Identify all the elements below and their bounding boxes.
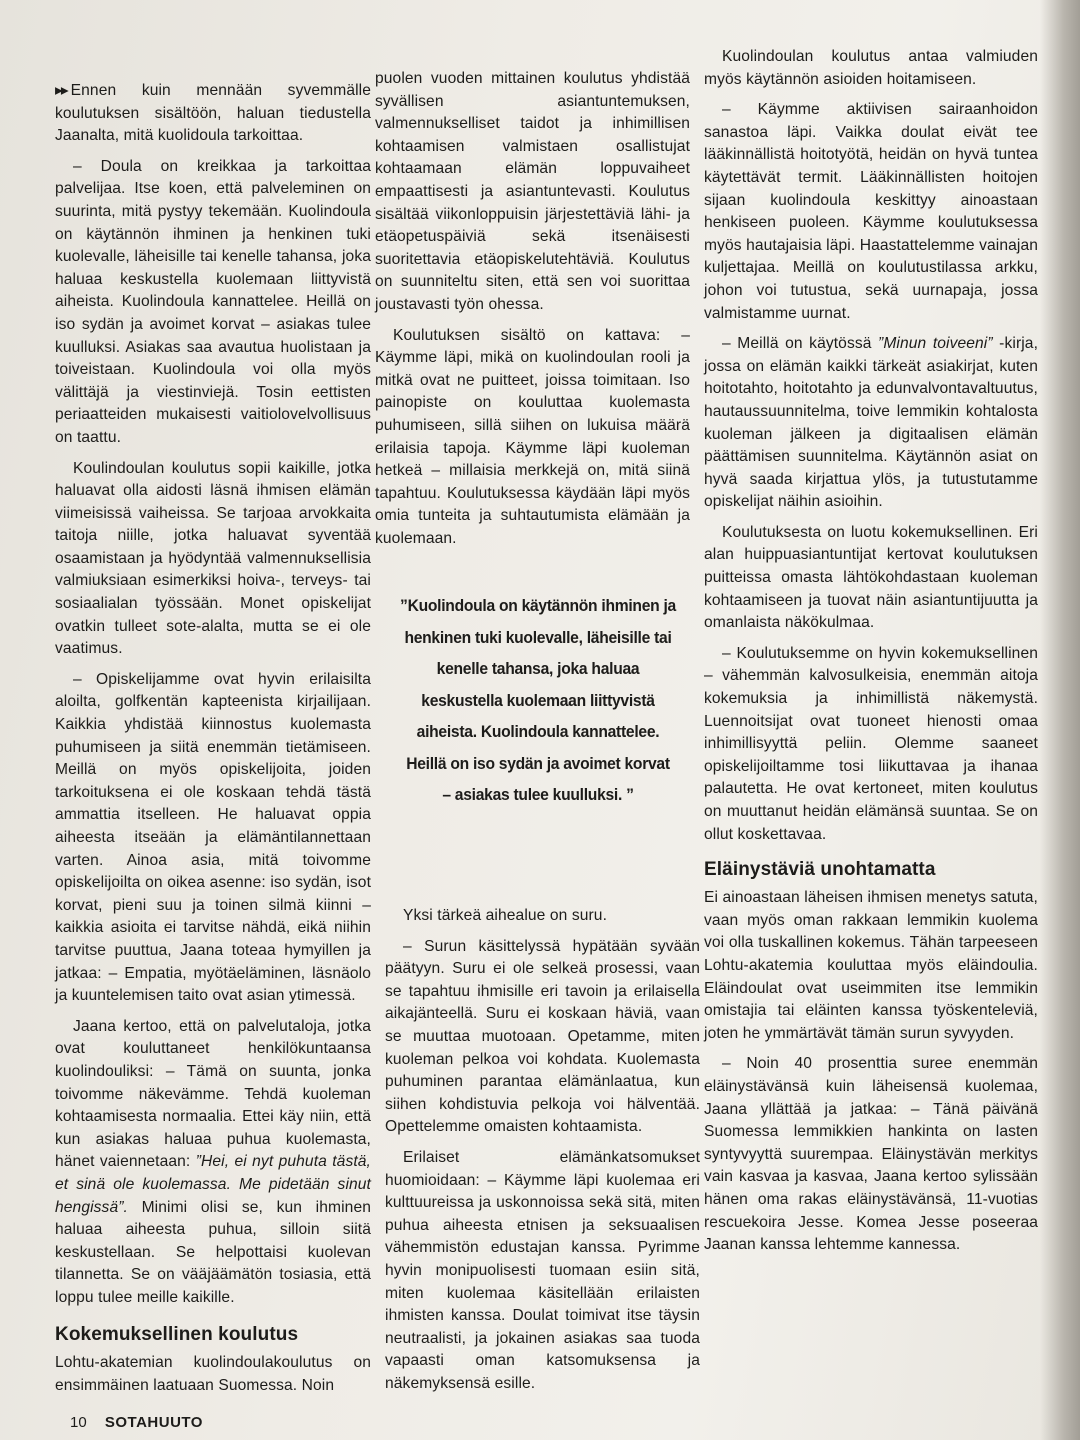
magazine-name: SOTAHUUTO	[104, 1414, 203, 1431]
paragraph: Kuolindoulan koulutus antaa valmiuden myös käytännön asioiden hoitamiseen.	[704, 48, 1038, 88]
page-number: 10	[70, 1414, 87, 1431]
article-column-1	[55, 80, 371, 1398]
paragraph: – Koulutuksemme on hyvin kokemuksellinen – vähemmän kalvosulkeisia, enemmän aitoja kokemuksia ja inhimillistä näkemystä. Luennoitsijat ovat tuoneet hienosti omaa inhimillisyyttä peliin. Olemme saaneet opiskelijoiltamme tosi liikuttavaa ja ihanaa palautetta. He ovat kertoneet, miten koulutus on muuttanut heidän elämänsä suuntaa. Se on ollut koskettavaa.	[704, 644, 1038, 843]
article-column-3	[704, 46, 1038, 1257]
section-heading: Eläinystäviä unohtamatta	[704, 859, 936, 881]
page-edge-shadow	[1040, 0, 1080, 1440]
paragraph: – Surun käsittelyssä hypätään syvään päätyyn. Suru ei ole selkeä prosessi, vaan se tapahtuu ihmisille eri tavoin ja erilaisella aikajänteellä. Suru ei koskaan häviä, vaan se muuttaa muotoaan. Opetamme, miten kuoleman pelkoa voi kohdata. Kuolemasta puhuminen parantaa elämänlaatua, kun siihen kohdistuvia pelkoja voi hälventää. Opettelemme omaisten kohtaamista.	[385, 937, 700, 1136]
section-heading: Kokemuksellinen koulutus	[55, 1324, 299, 1346]
paragraph: – Meillä on käytössä ”Minun toiveeni” -kirja, jossa on elämän kaikki tärkeät asiakirjat, kuten hoitotahto, hoitotahto ja edunvalvontavaltuutus, hautaussuunnitelma, toive lemmikin kohtalosta kuoleman jälkeen ja digitaalisen elämän päättämisen suunnitelma. Käytännön asiat on hyvä saada kirjattua ylös, ja tutustutamme opiskelijat näihin asioihin.	[704, 335, 1039, 511]
paragraph: Koulutuksen sisältö on kattava: – Käymme läpi, mikä on kuolindoulan rooli ja mitkä ovat ne puitteet, joissa toimitaan. Iso painopiste on kouluttaa kuolemasta puhumiseen, sillä siihen on lukuisa määrä erilaisia tapoja. Käymme läpi kuoleman hetkeä – millaisia merkkejä on, mitä siinä tapahtuu. Koulutuksessa käydään läpi myös omia tunteita ja suhtautumista elämään ja kuolemaan.	[375, 326, 690, 547]
paragraph: Koulindoulan koulutus sopii kaikille, jotka haluavat olla aidosti läsnä ihmisen elämän viimeisissä vaiheissa. Se tarjoaa arvokkaita taitoja niille, jotka haluavat syventää osaamistaan ja hyödyntää valmennuksellisia valmiuksiaan esimerkiksi hoiva-, terveys- tai sosiaalialan työssään. Monet opiskelijat ovatkin tulleet sote-alalta, mutta se ei ole vaatimus.	[55, 459, 371, 658]
continue-arrow-icon: ▸▸	[55, 82, 67, 99]
paragraph: Jaana kertoo, että on palvelutaloja, jotka ovat kouluttaneet henkilökuntaansa kuolindouliksi: – Tämä on suunta, jonka toivomme näkevämme. Tehdä kuoleman kohtaamisesta normaalia. Ettei käy niin, että kun asiakas haluaa puhua kuolemasta, hänet vaiennetaan: ”Hei, ei nyt puhuta tästä, et sinä ole kuolemassa. Me pidetään sinut hengissä”. Minimi olisi se, kun ihminen haluaa aiheesta puhua, silloin siitä keskustellaan. Se helpottaisi kuolevan tilannetta. Se on vääjäämätön tosiasia, että loppu tulee meille kaikille.	[55, 1017, 371, 1306]
paragraph: – Käymme aktiivisen sairaanhoidon sanastoa läpi. Vaikka doulat eivät tee lääkinnällistä hoitotyötä, heidän on hyvä tuntea käytettävät termit. Lääkinnällisten hoitojen sijaan kuolindoula keskittyy ainoastaan henkiseen puoleen. Käymme koulutuksessa myös hautajaisia läpi. Haastattelemme vainajan kuljettajaa. Meillä on koulutustilassa arkku, johon voi tutustua, sekä uurnapaja, jossa valmistamme uurnat.	[704, 101, 1038, 322]
pull-quote: ”Kuolindoula on käytännön ihminen ja henkinen tuki kuolevalle, läheisille tai kenelle tahansa, joka haluaa keskustella kuolemaan liittyvistä aiheista. Kuolindoula kannattelee. Heillä on iso sydän ja avoimet korvat – asiakas tulee kuulluksi. ”	[400, 596, 676, 804]
paragraph: Lohtu-akatemian kuolindoulakoulutus on ensimmäinen laatuaan Suomessa. Noin	[55, 1354, 371, 1395]
page-footer	[70, 1414, 203, 1431]
article-column-2	[375, 68, 690, 550]
article-column-2-lower	[385, 905, 700, 1395]
paragraph: – Doula on kreikkaa ja tarkoittaa palvelijaa. Itse koen, että palveleminen on suurinta, mitä pystyy tekemään. Kuolindoula on käytännön ihminen ja henkinen tuki kuolevalle, läheisille tai kenelle tahansa, joka haluaa keskustella kuolemaan liittyvistä aiheista. Kuolindoula kannattelee. Heillä on iso sydän ja avoimet korvat – asiakas tulee kuulluksi. Asiakas saa avautua huolistaan ja toiveistaan. Kuolindoula voi olla myös välittäjä ja viestinviejä. Tosin eettisten periaatteiden mukaisesti vaitiolovelvollisuus on taattu.	[55, 157, 371, 446]
paragraph: Erilaiset elämänkatsomukset huomioidaan: – Käymme läpi kuolemaa eri kulttuureissa ja uskonnoissa sekä sitä, miten puhua aiheesta etnisen ja seksuaalisen vähemmistön edustajan kanssa. Pyrimme hyvin monipuolisesti tuomaan esiin sitä, miten kuolemaa käsitellään erilaisten ihmisten kanssa. Doulat toimivat itse täysin neutraalisti, ja jokainen asiakas saa tuoda vapaasti oman katsomuksensa ja näkemyksensä esille.	[385, 1148, 700, 1392]
paragraph: ▸▸ Ennen kuin mennään syvemmälle koulutuksen sisältöön, haluan tiedustella Jaanalta, mitä kuolidoula tarkoittaa.	[55, 82, 371, 145]
paragraph: Yksi tärkeä aihealue on suru.	[403, 907, 608, 924]
paragraph: Ei ainoastaan läheisen ihmisen menetys satuta, vaan myös oman rakkaan lemmikin kuolema voi olla tuskallinen kokemus. Tähän tarpeeseen Lohtu-akatemia kouluttaa myös eläindoulia. Eläindoulat ovat useimmiten itse lemmikin omistajia tai eläinten kanssa työskenteleviä, joten he ymmärtävät tämän surun syvyyden.	[704, 889, 1038, 1042]
paragraph: Koulutuksesta on luotu kokemuksellinen. Eri alan huippuasiantuntijat kertovat koulutuksen puitteissa omasta lähtökohdastaan kuoleman kohtaamiseen ja tuovat näin asiantuntijuutta ja omanlaista näkökulmaa.	[704, 523, 1038, 632]
paragraph: – Opiskelijamme ovat hyvin erilaisilta aloilta, golfkentän kapteenista kirjailijaan. Kaikkia yhdistää kiinnostus kuolemasta puhumiseen ja siitä enemmän tietämiseen. Meillä on myös opiskelijoita, joiden tarkoituksena ei ole koskaan tehdä tästä ammattia itselleen. He haluavat oppia aiheesta itseään ja elämäntilannettaan varten. Ainoa asia, mitä toivomme opiskelijoilta on oikea asenne: iso sydän, isot korvat, pieni suu ja toinen silmä kiinni – kaikkia asioita ei tarvitse nähdä, eikä niihin tarvitse puuttua, Jaana toteaa hymyillen ja jatkaa: – Empatia, myötäeläminen, läsnäolo ja kuuntelemisen taito ovat asian ytimessä.	[55, 670, 371, 1005]
paragraph: – Noin 40 prosenttia suree enemmän eläinystävänsä kuin läheisensä kuolemaa, Jaana yllättää ja jatkaa: – Tänä päivänä Suomessa lemmikkien hankinta on lasten syntyvyyttä suurempaa. Eläinystävän merkitys vain kasvaa ja kasvaa, Jaana kertoo sylissään hänen oma rakas eläinystävänsä, 11-vuotias rescuekoira Jesse. Komea Jesse poseeraa Jaanan kanssa lehtemme kannessa.	[704, 1055, 1038, 1254]
paragraph: puolen vuoden mittainen koulutus yhdistää syvällisen asiantuntemuksen, valmennukselliset taidot ja inhimillisen kohtaamisen valmistaen osallistujat kohtaamaan elämän loppuvaiheet empaattisesti ja asiantuntevasti. Koulutus sisältää viikonloppuisin järjestettäviä lähi- ja etäopetuspäiviä sekä itsenäisesti suoritettavia etäopiskelutehtäviä. Koulutus on suunniteltu siten, että sen voi suorittaa joustavasti työn ohessa.	[375, 70, 690, 313]
